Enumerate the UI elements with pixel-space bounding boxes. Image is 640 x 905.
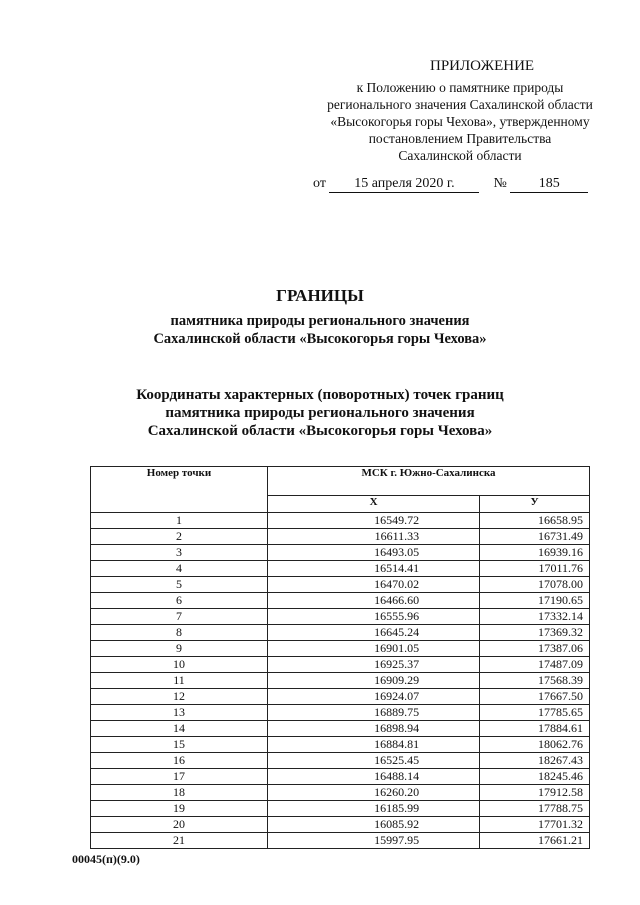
table-row (91, 721, 590, 737)
x-coordinate-cell: 16085.92 (268, 817, 480, 833)
x-coordinate-cell: 16549.72 (268, 513, 480, 529)
table-row (91, 753, 590, 769)
table-row (91, 577, 590, 593)
y-coordinate-cell: 17332.14 (480, 609, 590, 625)
point-number-cell: 10 (91, 657, 268, 673)
table-row (91, 769, 590, 785)
x-coordinate-cell: 16470.02 (268, 577, 480, 593)
point-number-cell: 8 (91, 625, 268, 641)
y-coordinate-cell: 17788.75 (480, 801, 590, 817)
appendix-line: «Высокогорья горы Чехова», утвержденному (330, 114, 590, 129)
document-number: 185 (510, 176, 588, 193)
table-row (91, 561, 590, 577)
y-coordinate-cell: 17912.58 (480, 785, 590, 801)
point-number-cell: 17 (91, 769, 268, 785)
x-coordinate-cell: 16525.45 (268, 753, 480, 769)
x-coordinate-cell: 16645.24 (268, 625, 480, 641)
x-coordinate-cell: 16925.37 (268, 657, 480, 673)
point-number-cell: 18 (91, 785, 268, 801)
date-line (313, 176, 588, 193)
table-row (91, 817, 590, 833)
footer-code: 00045(п)(9.0) (72, 852, 140, 866)
table-row (91, 673, 590, 689)
coordinates-table (90, 466, 590, 849)
table-row (91, 609, 590, 625)
x-coordinate-cell: 16611.33 (268, 529, 480, 545)
x-coordinate-cell: 15997.95 (268, 833, 480, 849)
y-coordinate-cell: 17487.09 (480, 657, 590, 673)
page-subtitle (0, 312, 640, 348)
number-sign: № (493, 176, 507, 191)
x-coordinate-cell: 16260.20 (268, 785, 480, 801)
appendix-block (300, 58, 620, 164)
appendix-line: постановлением Правительства (368, 131, 552, 146)
header-point-number: Номер точки (91, 467, 268, 513)
point-number-cell: 9 (91, 641, 268, 657)
y-coordinate-cell: 16731.49 (480, 529, 590, 545)
y-coordinate-cell: 17078.00 (480, 577, 590, 593)
point-number-cell: 13 (91, 705, 268, 721)
point-number-cell: 7 (91, 609, 268, 625)
y-coordinate-cell: 18245.46 (480, 769, 590, 785)
x-coordinate-cell: 16185.99 (268, 801, 480, 817)
y-coordinate-cell: 17369.32 (480, 625, 590, 641)
subtitle-line: памятника природы регионального значения (170, 313, 470, 329)
section-title-line: Сахалинской области «Высокогорья горы Чехова» (147, 423, 493, 439)
point-number-cell: 12 (91, 689, 268, 705)
x-coordinate-cell: 16909.29 (268, 673, 480, 689)
table-row (91, 737, 590, 753)
point-number-cell: 5 (91, 577, 268, 593)
y-coordinate-cell: 18062.76 (480, 737, 590, 753)
appendix-line: к Положению о памятнике природы (356, 80, 564, 95)
y-coordinate-cell: 17190.65 (480, 593, 590, 609)
y-coordinate-cell: 17667.50 (480, 689, 590, 705)
point-number-cell: 6 (91, 593, 268, 609)
x-coordinate-cell: 16466.60 (268, 593, 480, 609)
point-number-cell: 4 (91, 561, 268, 577)
x-coordinate-cell: 16555.96 (268, 609, 480, 625)
table-row (91, 641, 590, 657)
point-number-cell: 20 (91, 817, 268, 833)
table-row (91, 705, 590, 721)
point-number-cell: 21 (91, 833, 268, 849)
y-coordinate-cell: 17011.76 (480, 561, 590, 577)
page-title: ГРАНИЦЫ (276, 286, 364, 305)
table-row (91, 625, 590, 641)
point-number-cell: 1 (91, 513, 268, 529)
y-coordinate-cell: 17701.32 (480, 817, 590, 833)
y-coordinate-cell: 17387.06 (480, 641, 590, 657)
x-coordinate-cell: 16898.94 (268, 721, 480, 737)
table-row (91, 545, 590, 561)
date-prefix: от (313, 176, 326, 191)
y-coordinate-cell: 17661.21 (480, 833, 590, 849)
table-row (91, 689, 590, 705)
section-title-line: памятника природы регионального значения (165, 405, 475, 421)
x-coordinate-cell: 16901.05 (268, 641, 480, 657)
y-coordinate-cell: 17785.65 (480, 705, 590, 721)
date-value: 15 апреля 2020 г. (329, 176, 479, 193)
appendix-line: Сахалинской области (398, 148, 522, 163)
table-row (91, 593, 590, 609)
point-number-cell: 3 (91, 545, 268, 561)
table-row (91, 785, 590, 801)
point-number-cell: 19 (91, 801, 268, 817)
header-y: У (480, 496, 590, 513)
y-coordinate-cell: 16658.95 (480, 513, 590, 529)
subtitle-line: Сахалинской области «Высокогорья горы Чехова» (153, 331, 487, 347)
y-coordinate-cell: 17568.39 (480, 673, 590, 689)
x-coordinate-cell: 16924.07 (268, 689, 480, 705)
appendix-line: регионального значения Сахалинской области (327, 97, 593, 112)
table-row (91, 529, 590, 545)
table-row (91, 513, 590, 529)
y-coordinate-cell: 18267.43 (480, 753, 590, 769)
point-number-cell: 15 (91, 737, 268, 753)
x-coordinate-cell: 16493.05 (268, 545, 480, 561)
table-row (91, 657, 590, 673)
point-number-cell: 14 (91, 721, 268, 737)
section-title (0, 386, 640, 440)
x-coordinate-cell: 16514.41 (268, 561, 480, 577)
y-coordinate-cell: 16939.16 (480, 545, 590, 561)
y-coordinate-cell: 17884.61 (480, 721, 590, 737)
point-number-cell: 11 (91, 673, 268, 689)
header-coordinate-system: МСК г. Южно-Сахалинска (268, 467, 590, 496)
table-row (91, 801, 590, 817)
section-title-line: Координаты характерных (поворотных) точек границ (136, 387, 504, 403)
x-coordinate-cell: 16884.81 (268, 737, 480, 753)
point-number-cell: 2 (91, 529, 268, 545)
x-coordinate-cell: 16488.14 (268, 769, 480, 785)
table-body (91, 513, 590, 849)
header-x: Х (268, 496, 480, 513)
x-coordinate-cell: 16889.75 (268, 705, 480, 721)
point-number-cell: 16 (91, 753, 268, 769)
table-row (91, 833, 590, 849)
appendix-heading: ПРИЛОЖЕНИЕ (430, 58, 535, 74)
